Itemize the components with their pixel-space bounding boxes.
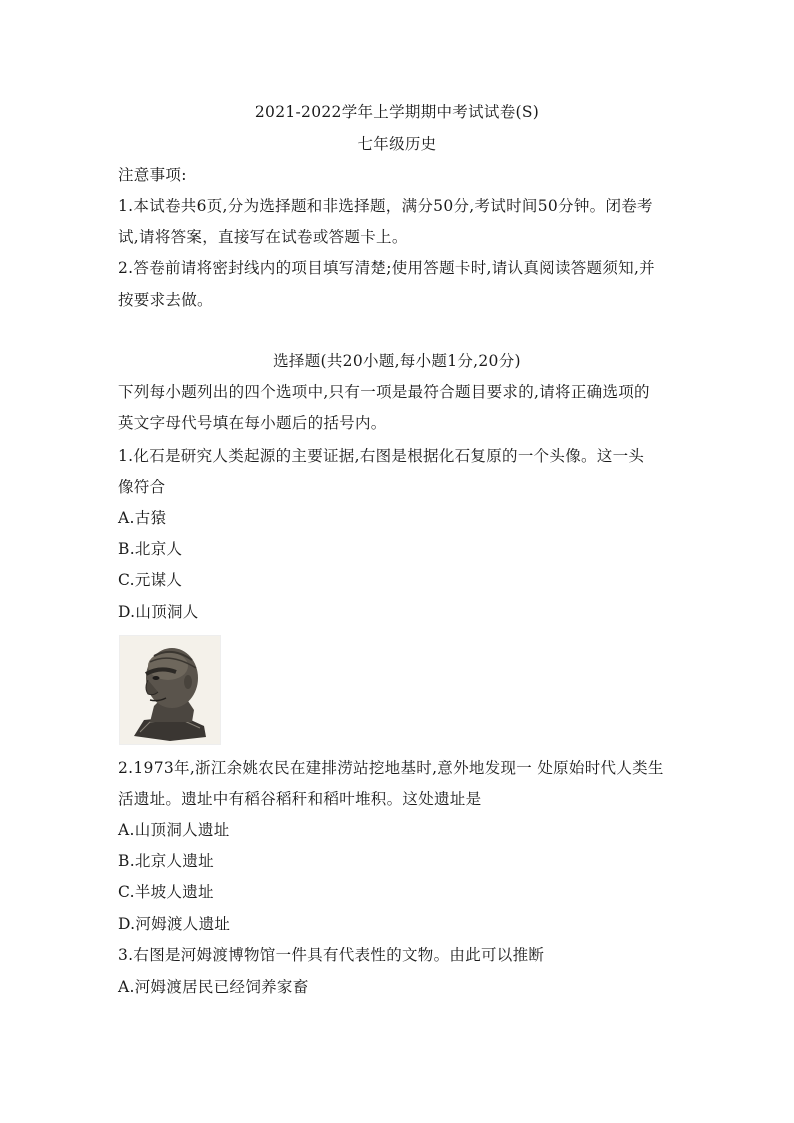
question-2-stem: 2.1973年,浙江余姚农民在建排涝站挖地基时,意外地发现一 处原始时代人类生 — [118, 759, 664, 777]
question-1-option-a: A.古猿 — [118, 509, 167, 527]
question-1-option-d: D.山顶洞人 — [118, 603, 199, 621]
question-2-option-b: B.北京人遗址 — [118, 852, 214, 870]
fossil-head-bust-image — [119, 635, 221, 745]
notice-line: 1.本试卷共6页,分为选择题和非选择题，满分50分,考试时间50分钟。闭卷考 — [118, 197, 653, 215]
section-heading: 选择题(共20小题,每小题1分,20分) — [273, 352, 521, 370]
bust-illustration — [120, 636, 220, 744]
section-instruction: 下列每小题列出的四个选项中,只有一项是最符合题目要求的,请将正确选项的 — [118, 383, 650, 401]
section-instruction: 英文字母代号填在每小题后的括号内。 — [118, 414, 387, 432]
notice-line: 按要求去做。 — [118, 291, 213, 309]
question-1-stem: 像符合 — [118, 478, 166, 496]
notice-heading: 注意事项: — [118, 166, 187, 184]
question-1-stem: 1.化石是研究人类起源的主要证据,右图是根据化石复原的一个头像。这一头 — [118, 447, 645, 465]
question-3-option-a: A.河姆渡居民已经饲养家畜 — [118, 978, 309, 996]
question-2-stem: 活遗址。遗址中有稻谷稻秆和稻叶堆积。这处遗址是 — [118, 790, 482, 808]
question-3-stem: 3.右图是河姆渡博物馆一件具有代表性的文物。由此可以推断 — [118, 946, 545, 964]
notice-line: 试,请将答案，直接写在试卷或答题卡上。 — [118, 228, 408, 246]
question-1-option-b: B.北京人 — [118, 540, 183, 558]
question-2-option-c: C.半坡人遗址 — [118, 883, 214, 901]
question-2-option-d: D.河姆渡人遗址 — [118, 915, 231, 933]
exam-title: 2021-2022学年上学期期中考试试卷(S) — [254, 103, 540, 121]
question-2-option-a: A.山顶洞人遗址 — [118, 821, 230, 839]
exam-subtitle: 七年级历史 — [357, 135, 437, 153]
notice-line: 2.答卷前请将密封线内的项目填写清楚;使用答题卡时,请认真阅读答题须知,并 — [118, 259, 655, 277]
question-1-option-c: C.元谋人 — [118, 571, 183, 589]
